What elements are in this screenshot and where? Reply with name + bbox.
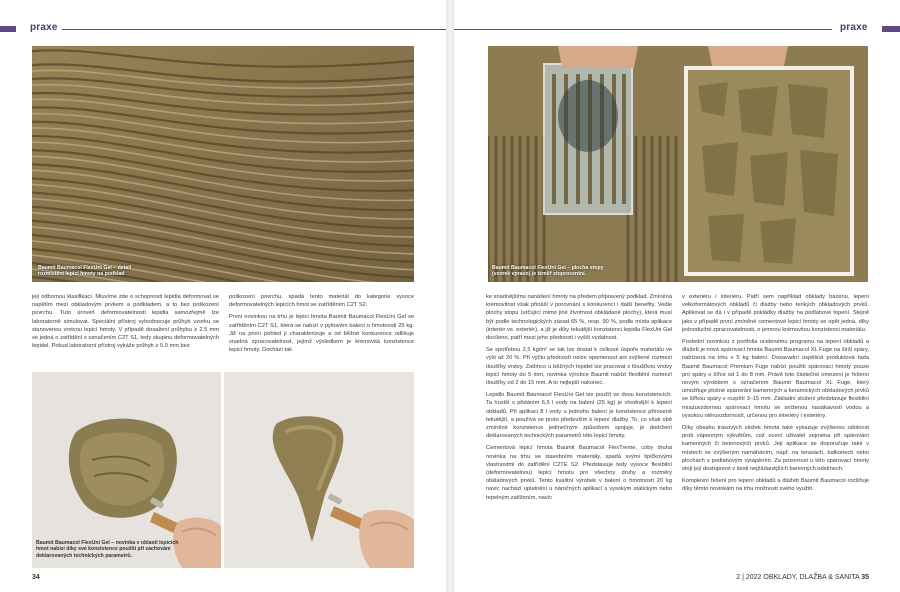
caption-line: deklarovaných technických parametrů. bbox=[36, 552, 133, 559]
caption-line: hmot nabízí díky své konzistence použití při zachování bbox=[36, 546, 171, 553]
caption-line: rozmístění lepicí hmoty na podklad bbox=[38, 271, 125, 278]
right-page bbox=[454, 0, 900, 592]
left-col-2 bbox=[229, 293, 414, 358]
photo-top-caption bbox=[38, 265, 131, 278]
paragraph: Lepidlo Baumit Baumacol FlexUni Gel lze použít ve dvou konzistencích. Ta hustší s přidáním 6,5 l vody na balení (25 kg) je vhodnější k lepení obkladů. Při aplikaci 8 l vody u jednoho balení je konzistence přirozeně tekutější, a používá se proto především k lepení dlažby. To, co však obě zmíněné konzistence jedinečným způsobem spojuje, je dodržení deklarovaných technických parametrů této lepicí hmoty. bbox=[486, 392, 672, 440]
trowel-thick-image bbox=[32, 372, 221, 568]
right-header bbox=[454, 24, 900, 34]
photo-tile-test bbox=[488, 46, 868, 282]
paragraph: v exteriéru i interiéru. Patří sem například obklady bazénu, lepení velkoformátových obkladů či dlažby nebo tenkých obkladových prvků. Aplikovat se dá i v případě pokládky dlažby na podlahové topení. Stejně jako v případě první zmíněné cementové lepicí hmoty se opět jedná, díky jednoduché zpracovatelnosti, o jemnou krémovitou konzistenci materiálu. bbox=[682, 294, 869, 333]
left-header bbox=[0, 24, 446, 34]
header-accent-bar bbox=[0, 26, 16, 32]
ridges-image bbox=[32, 46, 414, 282]
caption-line: Baumit Baumacol FlexUni Gel – detail bbox=[38, 265, 132, 271]
caption-line: Baumit Baumacol FlexUni Gel – novinka v oblasti lepicích bbox=[36, 540, 179, 546]
photo-right-caption bbox=[492, 265, 604, 278]
right-col-1 bbox=[486, 293, 672, 506]
left-col-1 bbox=[32, 293, 219, 354]
paragraph: Cementová lepicí hmota Baumit Baumacol FlexTreme, coby druhá novinka na trhu se stavebními materiály, spadá svými špičkovými vlastnostmi do zatřídění C2TE S2. Představuje tedy vysoce flexibilní (deformovatelnou) lepicí hmotu pro všechny druhy a rozměry obkladových prvků. Tento kvalitní výrobek v balení o hmotnosti 20 kg navíc nachází uplatnění u náročných aplikací s vysokým statickým nebo tepelným zatížením, navíc bbox=[486, 445, 672, 501]
caption-line: Baumit Baumacol FlexUni Gel – plocha stopy bbox=[492, 265, 604, 271]
header-rule bbox=[62, 29, 446, 30]
header-rule bbox=[454, 29, 832, 30]
paragraph: její odbornou klasifikací. Mluvíme zde o schopnosti lepidla deformovat se napětím mezi obkladovým prvkem a podkladem, a to bez poškození povrchu. Tuto úroveň deformovatelnosti lepidla samozřejmě lze laboratorně simulovat. Speciální přístroj vyhodnocuje průhyb vzorku se stanovenou vrstvou lepicí hmoty. V případě dosažení průhybu ≥ 2.5 mm se jedná o zatřídění s označením C2T S1, tedy skupinu deformovatelných lepidel. Pokud laboratorní přístroj vykáže průhyb ≥ 5.0 mm bez bbox=[32, 294, 219, 350]
photo-trowel-ridges bbox=[32, 46, 414, 282]
paragraph: Komplexní řešení pro lepení obkladů a dlažeb Baumit Baumacol rozšiřuje díky těmto novinkám na trhu možnosti svého využití. bbox=[682, 478, 869, 493]
paragraph: První novinkou na trhu je lepicí hmota Baumit Baumacol FlexUni Gel se zatříděním C2T S1, která se nabízí v pytlovém balení o hmotnosti 25 kg. Již na první pohled ji charakterizuje a od běžné konkurence odlišuje snadná zpracovatelnost, jejímž výsledkem je krémovitá konzistence lepicí hmoty. Dochází tak bbox=[229, 314, 414, 354]
photo-trowel-fluid bbox=[224, 372, 414, 568]
section-label: praxe bbox=[30, 22, 58, 33]
trowel-fluid-image bbox=[224, 372, 414, 568]
page-number: 34 bbox=[32, 574, 40, 581]
magazine-issue: 2 | 2022 OBKLADY, DLAŽBA & SANITA bbox=[736, 574, 860, 581]
paragraph: Se spotřebou 2,5 kg/m² se tak lze dostat k celkové úspoře materiálu ve výši až 20 %. Při výčtu předností nelze opomenout ani zvýšené rozmezí tloušťky vrstvy. Zatímco u běžných lepidel lze pracovat s tloušťkou vrstvy lepicí hmoty do 5 mm, novinka výrobce Baumit nabízí flexibilní rozmezí tloušťky od 2 do 15 mm. A to nejlepší nakonec. bbox=[486, 347, 672, 387]
photo-trowel-thick bbox=[32, 372, 221, 568]
paragraph: Díky obsahu trasových složek hmota také vykazuje zvýšenou odolnost proti vápenným výkvětům, což ocení uživatel zejména při spárování kamenných či betonových prvků. Její aplikace se doporučuje také v místech se zvýšeným namáháním, např. na terasách, balkonech nebo plochách s podlahovým vytápěním. Za pozornost u této spárovací hmoty stojí její dostupnost v šesti nejžádanějších barevných odstínech. bbox=[682, 425, 869, 473]
paragraph: poškození povrchu, spadá tento materiál do kategorie vysoce deformovatelných lepicích hmot se zatříděním C2T S2. bbox=[229, 294, 414, 309]
left-page bbox=[0, 0, 446, 592]
paragraph: Poslední novinkou z portfolia ucelenému programu na lepení obkladů a dlažeb je nová spárovací hmota Baumit Baumacol XL Fuge na širší spáry, nabízená na trhu v 5 kg balení. Dosavadní úspěšná produktová řada Baumit Baumacol Premium Fuge nabízí použití spárovací hmoty pouze pro spáry o šířce od 1 do 8 mm. Právě toto částečné omezení je řešeno novým výrobkem s označením Baumit Baumacol XL Fuge, který umožňuje plošné spárování kamenných a keramických obkladových prvků se šířkou spáry v rozpětí 3–15 mm. Základní složení představuje flexibilní mrazuvzdornou spárovací hmotu se sníženou nasákavostí vodou a vysokou otěruvzdorností, určenou pro interiéry i exteriéry. bbox=[682, 339, 869, 419]
folio-left bbox=[32, 574, 40, 581]
folio-right bbox=[736, 574, 869, 581]
gutter bbox=[446, 0, 454, 592]
caption-line: (vzorek vpravo) je téměř stoprocentní. bbox=[492, 271, 586, 278]
page-number: 35 bbox=[861, 574, 869, 581]
right-col-2 bbox=[682, 293, 869, 498]
photo-bottom-caption bbox=[36, 540, 178, 559]
header-accent-bar bbox=[882, 26, 900, 32]
paragraph: ke snadnějšímu nanášení hmoty na předem připravený podklad. Zmíněná krémovitost však přináší v porovnání s konkurencí i další benefity. Vedle plochy stopu (určující mimo jiné životnost obkládané plochy), která musí být podle technologických zásad 65 %, resp. 90 %, podle místa aplikace (interiér vs. exteriér), a již je díky tekutější konzistenci lepidla FlexUni Gel docíleno, patří mezi jeho přednosti i vyšší vydatnost. bbox=[486, 294, 672, 342]
tile-test-image bbox=[488, 46, 868, 282]
section-label: praxe bbox=[840, 22, 868, 33]
